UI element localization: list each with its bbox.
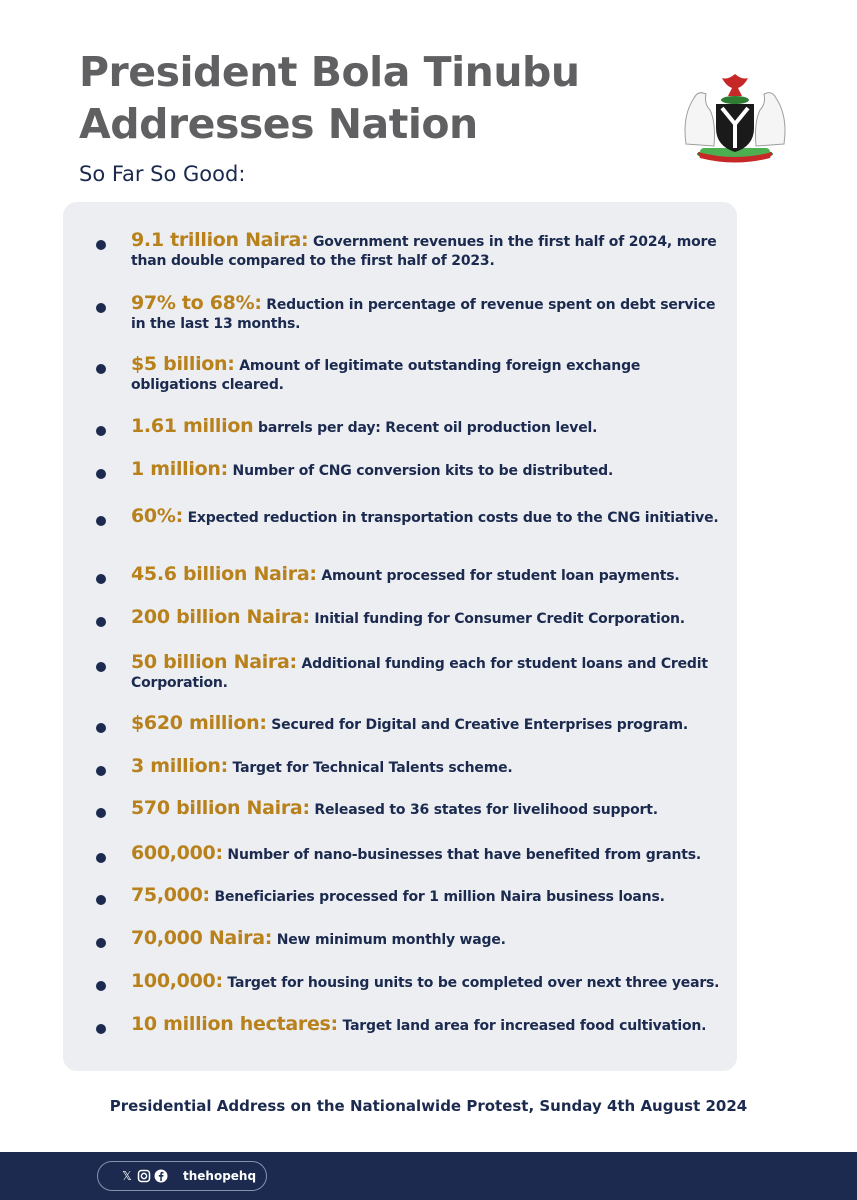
bullet-icon <box>96 574 106 584</box>
bullet-icon <box>96 426 106 436</box>
item-highlight: 1 million: <box>131 458 228 480</box>
item-description: Target for Technical Talents scheme. <box>227 760 513 776</box>
item-text <box>131 1015 721 1036</box>
bullet-icon <box>96 766 106 776</box>
bullet-icon <box>96 1024 106 1034</box>
achievements-panel <box>63 202 737 1071</box>
item-highlight: 570 billion Naira: <box>131 797 310 819</box>
item-description: Number of nano-businesses that have benefited from grants. <box>222 847 702 863</box>
bullet-icon <box>96 516 106 526</box>
bullet-icon <box>96 662 106 672</box>
item-text <box>131 714 721 735</box>
item-highlight: 9.1 trillion Naira: <box>131 229 309 251</box>
item-highlight: 1.61 million <box>131 415 254 437</box>
item-description: Government revenues in the first half of 2024, more than double compared to the first half of 2023. <box>131 234 717 269</box>
coat-of-arms-emblem <box>676 66 794 166</box>
bullet-icon <box>96 723 106 733</box>
item-highlight: 45.6 billion Naira: <box>131 563 317 585</box>
item-description: Reduction in percentage of revenue spent on debt service in the last 13 months. <box>131 297 716 332</box>
item-highlight: 97% to 68%: <box>131 292 262 314</box>
item-description: Amount of legitimate outstanding foreign exchange obligations cleared. <box>131 358 641 393</box>
item-text <box>131 972 721 993</box>
bullet-icon <box>96 364 106 374</box>
title-line-1: President Bola Tinubu <box>79 48 580 96</box>
item-description: Target for housing units to be completed over next three years. <box>222 975 720 991</box>
item-description: Additional funding each for student loans and Credit Corporation. <box>131 656 708 691</box>
item-text <box>131 355 721 395</box>
bullet-icon <box>96 303 106 313</box>
item-description: Released to 36 states for livelihood support. <box>309 802 658 818</box>
item-text <box>131 565 721 586</box>
item-highlight: 70,000 Naira: <box>131 927 273 949</box>
item-highlight: 600,000: <box>131 842 223 864</box>
bullet-icon <box>96 240 106 250</box>
item-highlight: 200 billion Naira: <box>131 606 310 628</box>
bullet-icon <box>96 469 106 479</box>
item-highlight: 10 million hectares: <box>131 1013 338 1035</box>
item-highlight: 3 million: <box>131 755 228 777</box>
item-text <box>131 608 721 629</box>
item-description: Expected reduction in transportation costs due to the CNG initiative. <box>182 510 719 526</box>
item-description: Beneficiaries processed for 1 million Naira business loans. <box>209 889 665 905</box>
bullet-icon <box>96 938 106 948</box>
item-description: Amount processed for student loan payments. <box>316 568 680 584</box>
instagram-icon <box>137 1169 151 1183</box>
item-text <box>131 417 721 438</box>
bullet-icon <box>96 617 106 627</box>
bullet-icon <box>96 853 106 863</box>
item-text <box>131 844 721 865</box>
item-description: Number of CNG conversion kits to be distributed. <box>227 463 614 479</box>
item-text <box>131 757 721 778</box>
item-text <box>131 460 721 481</box>
item-text <box>131 929 721 950</box>
item-text <box>131 653 721 693</box>
item-highlight: $620 million: <box>131 712 267 734</box>
bullet-icon <box>96 981 106 991</box>
social-handle: thehopehq <box>183 1169 257 1183</box>
item-highlight: 100,000: <box>131 970 223 992</box>
item-text <box>131 799 721 820</box>
item-description: barrels per day: Recent oil production level. <box>253 420 598 436</box>
title-line-2: Addresses Nation <box>79 100 478 148</box>
item-highlight: 75,000: <box>131 884 210 906</box>
bullet-icon <box>96 808 106 818</box>
item-description: Target land area for increased food cultivation. <box>337 1018 707 1034</box>
item-highlight: 50 billion Naira: <box>131 651 297 673</box>
item-text <box>131 231 721 271</box>
item-description: New minimum monthly wage. <box>272 932 506 948</box>
x-icon: 𝕏 <box>122 1169 132 1183</box>
footer-caption: Presidential Address on the Nationalwide Protest, Sunday 4th August 2024 <box>109 1097 748 1115</box>
item-description: Initial funding for Consumer Credit Corporation. <box>309 611 685 627</box>
item-highlight: $5 billion: <box>131 353 235 375</box>
item-text <box>131 886 721 907</box>
bullet-icon <box>96 895 106 905</box>
item-highlight: 60%: <box>131 505 183 527</box>
facebook-icon <box>154 1169 168 1183</box>
social-handle-pill[interactable] <box>97 1161 267 1191</box>
item-text <box>131 507 721 528</box>
item-text <box>131 294 721 334</box>
page-title <box>79 46 619 150</box>
page-subtitle: So Far So Good: <box>79 162 246 186</box>
item-description: Secured for Digital and Creative Enterprises program. <box>266 717 688 733</box>
